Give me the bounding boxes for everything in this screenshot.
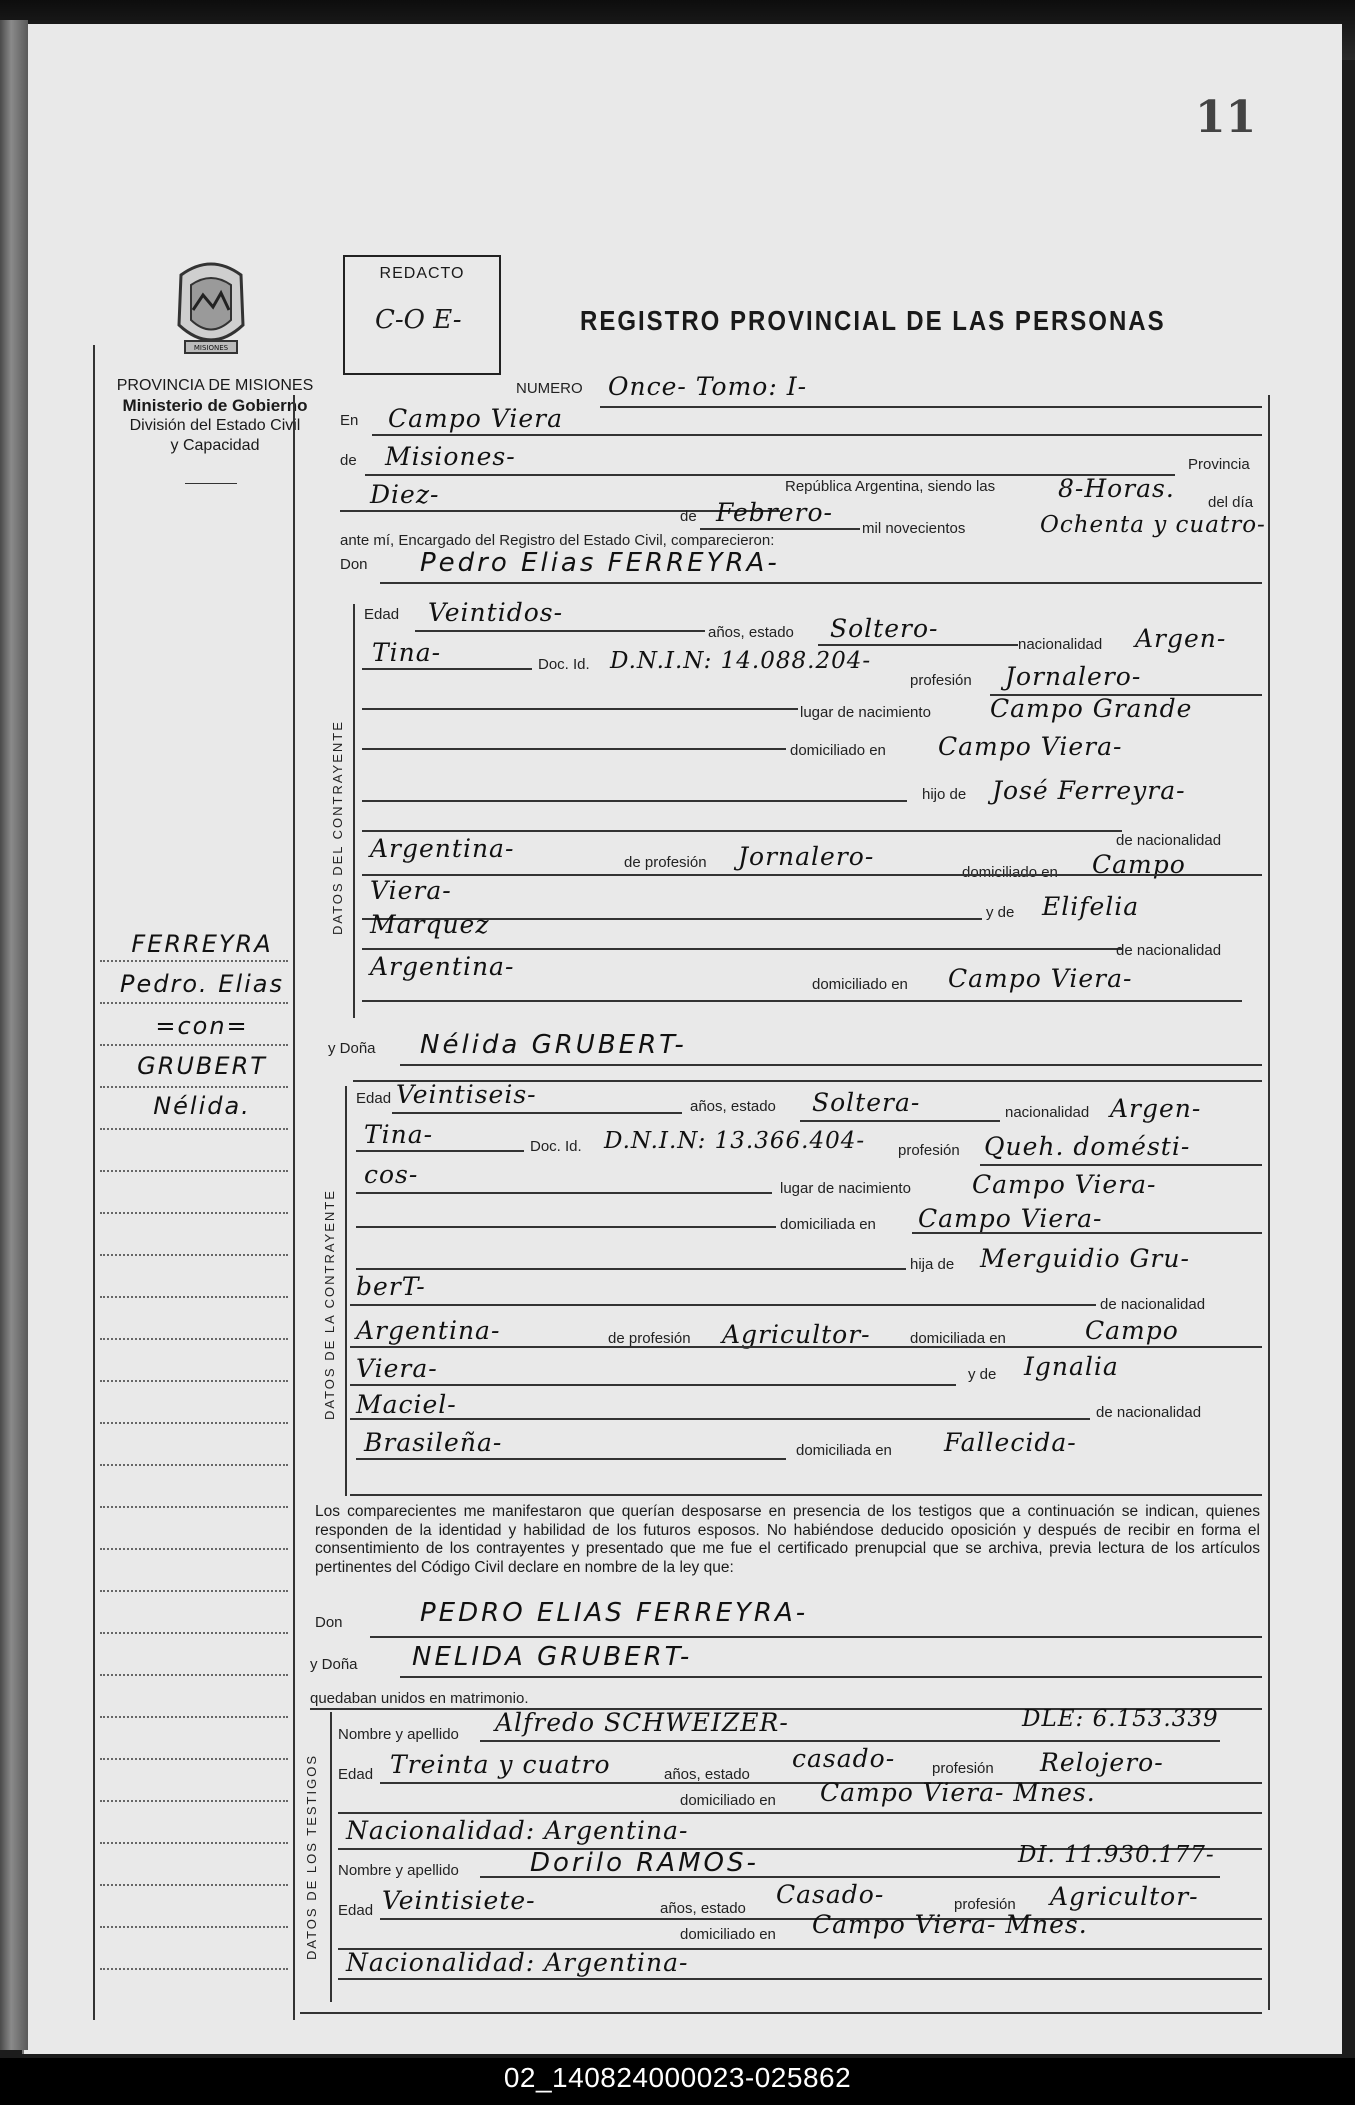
y-dona-label: y Doña xyxy=(310,1656,358,1673)
anios-label: años, estado xyxy=(664,1766,750,1783)
act-day: Diez- xyxy=(370,480,440,509)
margin-note-rule xyxy=(100,1212,288,1214)
domiciliado-label: domiciliado en xyxy=(812,976,908,993)
de-label: de xyxy=(340,452,357,469)
del-dia-label: del día xyxy=(1208,494,1254,511)
field-line xyxy=(340,510,780,512)
bride-profession: Queh. domésti- xyxy=(984,1132,1191,1161)
declared-bride: NELIDA GRUBERT- xyxy=(412,1642,693,1672)
field-line xyxy=(818,644,1018,646)
margin-note-rule xyxy=(100,1464,288,1466)
doc-label: Doc. Id. xyxy=(538,656,590,673)
de-nacionalidad-label: de nacionalidad xyxy=(1116,832,1222,849)
de-nacionalidad-label: de nacionalidad xyxy=(1096,1404,1202,1421)
bride-mother-surname: Maciel- xyxy=(356,1390,457,1419)
groom-status: Soltero- xyxy=(830,614,939,643)
issuing-office xyxy=(100,376,330,456)
margin-note-rule xyxy=(100,1884,288,1886)
field-line xyxy=(370,1636,1262,1638)
margin-note-rule xyxy=(100,1632,288,1634)
margin-note-rule xyxy=(100,1254,288,1256)
bride-status: Soltera- xyxy=(812,1088,921,1117)
profesion-label: profesión xyxy=(898,1142,960,1159)
bride-nationality: Argen- xyxy=(1110,1094,1202,1123)
margin-note-rule xyxy=(100,1128,288,1130)
anios-label: años, estado xyxy=(660,1900,746,1917)
page-number: 11 xyxy=(1195,92,1257,143)
groom-father-address: Campo xyxy=(1092,850,1186,879)
margin-note-line: FERREYRA xyxy=(131,930,273,958)
bride-mother: Ignalia xyxy=(1024,1352,1119,1381)
ante-label: ante mí, Encargado del Registro del Estado Civil, comparecieron: xyxy=(340,532,775,549)
office-ministry: Ministerio de Gobierno xyxy=(122,396,308,415)
field-line xyxy=(350,1494,1262,1496)
en-label: En xyxy=(340,412,359,429)
field-line xyxy=(362,1000,1242,1002)
witness1-address: Campo Viera- Mnes. xyxy=(820,1778,1096,1807)
nacionalidad-label: nacionalidad xyxy=(1018,636,1103,653)
margin-note-rule xyxy=(100,1548,288,1550)
domiciliada-label: domiciliada en xyxy=(796,1442,892,1459)
groom-name: Pedro Elias FERREYRA- xyxy=(420,548,780,578)
margin-note-rule xyxy=(100,1002,288,1004)
witness2-doc: DI. 11.930.177- xyxy=(1018,1842,1215,1868)
witness1-doc: DLE: 6.153.339 xyxy=(1022,1706,1219,1732)
field-line xyxy=(400,1676,1262,1678)
field-line xyxy=(356,1150,524,1152)
field-line xyxy=(362,948,1122,950)
margin-note-rule xyxy=(100,1170,288,1172)
domiciliada-label: domiciliada en xyxy=(780,1216,876,1233)
field-line xyxy=(350,1304,1096,1306)
margin-note-line: Pedro. Elias xyxy=(120,970,284,998)
margin-note-rule xyxy=(100,1422,288,1424)
margin-divider xyxy=(293,395,295,2020)
section-bracket xyxy=(345,1086,347,1496)
field-line xyxy=(350,1384,956,1386)
witness2-age: Veintisiete- xyxy=(382,1886,536,1915)
margin-note-rule xyxy=(100,1800,288,1802)
field-line xyxy=(350,1346,1262,1348)
field-line xyxy=(600,406,1262,408)
margin-note-rule xyxy=(100,1044,288,1046)
domiciliado-label: domiciliado en xyxy=(962,864,1058,881)
field-line xyxy=(392,1112,682,1114)
anios-label: años, estado xyxy=(708,624,794,641)
field-line xyxy=(415,630,705,632)
emblem-text: MISIONES xyxy=(193,344,229,352)
margin-note-rule xyxy=(100,1842,288,1844)
provincia-label: Provincia xyxy=(1188,456,1250,473)
margin-note-rule xyxy=(100,1926,288,1928)
groom-nationality-cont: Tina- xyxy=(372,638,442,667)
groom-doc: D.N.I.N: 14.088.204- xyxy=(610,648,872,674)
bride-mother-nationality: Brasileña- xyxy=(364,1428,503,1457)
witnesses-section-label: DATOS DE LOS TESTIGOS xyxy=(304,1754,319,1960)
scan-filename: 02_140824000023-025862 xyxy=(503,2062,852,2093)
field-line xyxy=(356,1268,906,1270)
provincial-emblem-icon xyxy=(163,255,259,360)
declared-groom: PEDRO ELIAS FERREYRA- xyxy=(420,1598,809,1628)
margin-note-rule xyxy=(100,1338,288,1340)
groom-nationality: Argen- xyxy=(1135,624,1227,653)
witness1-status: casado- xyxy=(792,1744,896,1773)
field-line xyxy=(362,708,798,710)
field-line xyxy=(338,1812,1262,1814)
witness2-name: Dorilo RAMOS- xyxy=(530,1848,759,1878)
field-line xyxy=(362,830,1122,832)
field-line xyxy=(362,668,532,670)
groom-mother: Elifelia xyxy=(1042,892,1140,921)
field-line xyxy=(365,474,1175,476)
field-line xyxy=(372,434,1262,436)
bride-father-address-cont: Viera- xyxy=(356,1354,438,1383)
groom-birthplace: Campo Grande xyxy=(990,694,1193,723)
bride-father: Merguidio Gru- xyxy=(980,1244,1190,1273)
margin-note-rule xyxy=(100,960,288,962)
don-label: Don xyxy=(340,556,368,573)
book-binding xyxy=(0,20,28,2050)
act-year: Ochenta y cuatro- xyxy=(1040,512,1266,538)
y-dona-label: y Doña xyxy=(328,1040,376,1057)
field-line xyxy=(700,528,860,530)
declaration-text: Los comparecientes me manifestaron que querían desposarse en presencia de los testigos que a continuación se indican, quienes responden de la identidad y habilidad de los futuros esposos. No habiéndose deducido oposición y después de recibir en forma el consentimiento de los contrayentes y presentado que me fue el certificado prenupcial que se archiva, previa lectura de los artículos pertinentes del Código Civil declare en nombre de la ley que: xyxy=(315,1503,1260,1576)
bride-father-cont: berT- xyxy=(356,1272,426,1301)
act-month: Febrero- xyxy=(716,498,833,527)
groom-father-address-cont: Viera- xyxy=(370,876,452,905)
numero-label: NUMERO xyxy=(516,380,583,397)
groom-address: Campo Viera- xyxy=(938,732,1123,761)
nacionalidad-label: nacionalidad xyxy=(1005,1104,1090,1121)
groom-father-nationality: Argentina- xyxy=(370,834,515,863)
bride-father-nationality: Argentina- xyxy=(356,1316,501,1345)
office-capacity: y Capacidad xyxy=(170,437,260,454)
groom-mother-address: Campo Viera- xyxy=(948,964,1133,993)
bride-profession-cont: cos- xyxy=(364,1160,419,1189)
field-line xyxy=(912,1232,1262,1234)
groom-profession: Jornalero- xyxy=(1005,662,1142,691)
bride-section-label: DATOS DE LA CONTRAYENTE xyxy=(322,1189,337,1420)
right-margin-line xyxy=(1268,395,1270,2010)
field-line xyxy=(480,1740,1220,1742)
lugar-label: lugar de nacimiento xyxy=(800,704,931,721)
field-line xyxy=(300,2012,1262,2014)
edad-label: Edad xyxy=(338,1902,374,1919)
groom-age: Veintidos- xyxy=(428,598,564,627)
domiciliado-label: domiciliado en xyxy=(790,742,886,759)
bride-name: Nélida GRUBERT- xyxy=(420,1030,687,1060)
margin-note-rule xyxy=(100,1380,288,1382)
office-divider xyxy=(185,483,237,484)
hijo-label: hijo de xyxy=(922,786,967,803)
de-nacionalidad-label: de nacionalidad xyxy=(1116,942,1222,959)
margin-note-rule xyxy=(100,1590,288,1592)
edad-label: Edad xyxy=(338,1766,374,1783)
margin-note-line: GRUBERT xyxy=(137,1052,267,1080)
hija-label: hija de xyxy=(910,1256,955,1273)
field-line xyxy=(800,1120,1000,1122)
stamp-title: REDACTO xyxy=(379,265,465,282)
witness1-profession: Relojero- xyxy=(1040,1748,1164,1777)
de-label: de xyxy=(680,508,697,525)
witness2-nationality: Nacionalidad: Argentina- xyxy=(346,1948,689,1977)
lugar-label: lugar de nacimiento xyxy=(780,1180,911,1197)
margin-note-rule xyxy=(100,1758,288,1760)
y-de-label: y de xyxy=(986,904,1015,921)
witness2-status: Casado- xyxy=(776,1880,885,1909)
witness1-nationality: Nacionalidad: Argentina- xyxy=(346,1816,689,1845)
nombre-label: Nombre y apellido xyxy=(338,1862,459,1879)
margin-note-line: =con= xyxy=(155,1012,249,1040)
bride-mother-address: Fallecida- xyxy=(944,1428,1077,1457)
margin-note-rule xyxy=(100,1296,288,1298)
groom-father-profession: Jornalero- xyxy=(738,842,875,871)
de-nacionalidad-label: de nacionalidad xyxy=(1100,1296,1206,1313)
witness2-profession: Agricultor- xyxy=(1050,1882,1199,1911)
margin-note-rule xyxy=(100,1086,288,1088)
quedaban-label: quedaban unidos en matrimonio. xyxy=(310,1690,529,1707)
republica-label: República Argentina, siendo las xyxy=(785,478,996,495)
act-number: Once- Tomo: I- xyxy=(608,372,808,401)
field-line xyxy=(362,800,907,802)
left-margin-line xyxy=(93,345,95,2020)
witness1-age: Treinta y cuatro xyxy=(390,1750,611,1779)
field-line xyxy=(356,1458,786,1460)
register-title: REGISTRO PROVINCIAL DE LAS PERSONAS xyxy=(580,305,1166,337)
act-province: Misiones- xyxy=(385,442,516,471)
field-line xyxy=(480,1876,1220,1878)
section-bracket xyxy=(353,604,355,1018)
domiciliado-label: domiciliado en xyxy=(680,1792,776,1809)
margin-note-rule xyxy=(100,1506,288,1508)
field-line xyxy=(380,582,1262,584)
bride-age: Veintiseis- xyxy=(396,1080,537,1109)
stamp-initials: C-O E- xyxy=(375,305,462,335)
office-division: División del Estado Civil xyxy=(129,417,301,434)
field-line xyxy=(356,1192,772,1194)
margin-note-rule xyxy=(100,1716,288,1718)
field-line xyxy=(350,1418,1090,1420)
profesion-label: profesión xyxy=(954,1896,1016,1913)
witness2-address: Campo Viera- Mnes. xyxy=(812,1910,1088,1939)
bride-father-profession: Agricultor- xyxy=(722,1320,871,1349)
field-line xyxy=(362,874,1262,876)
margin-note-rule xyxy=(100,1674,288,1676)
margin-note-rule xyxy=(100,1968,288,1970)
de-profesion-label: de profesión xyxy=(608,1330,691,1347)
edad-label: Edad xyxy=(356,1090,392,1107)
bride-birthplace: Campo Viera- xyxy=(972,1170,1157,1199)
section-bracket xyxy=(330,1712,332,2002)
don-label: Don xyxy=(315,1614,343,1631)
nombre-label: Nombre y apellido xyxy=(338,1726,459,1743)
groom-father: José Ferreyra- xyxy=(992,776,1186,805)
anios-label: años, estado xyxy=(690,1098,776,1115)
mil-label: mil novecientos xyxy=(862,520,966,537)
office-province: PROVINCIA DE MISIONES xyxy=(116,377,314,394)
redacto-stamp xyxy=(343,255,501,375)
edad-label: Edad xyxy=(364,606,400,623)
witness1-name: Alfredo SCHWEIZER- xyxy=(495,1708,789,1737)
y-de-label: y de xyxy=(968,1366,997,1383)
de-profesion-label: de profesión xyxy=(624,854,707,871)
bride-nationality-cont: Tina- xyxy=(364,1120,434,1149)
profesion-label: profesión xyxy=(910,672,972,689)
field-line xyxy=(362,748,786,750)
field-line xyxy=(980,1164,1262,1166)
groom-mother-surname: Marquez xyxy=(370,910,490,939)
groom-mother-nationality: Argentina- xyxy=(370,952,515,981)
margin-note-line: Nélida. xyxy=(153,1092,251,1120)
field-line xyxy=(400,1064,1262,1066)
field-line xyxy=(356,1226,776,1228)
groom-section-label: DATOS DEL CONTRAYENTE xyxy=(330,720,345,935)
doc-label: Doc. Id. xyxy=(530,1138,582,1155)
bride-father-address: Campo xyxy=(1085,1316,1179,1345)
bride-address: Campo Viera- xyxy=(918,1204,1103,1233)
domiciliado-label: domiciliado en xyxy=(680,1926,776,1943)
act-place: Campo Viera xyxy=(388,404,564,433)
profesion-label: profesión xyxy=(932,1760,994,1777)
field-line xyxy=(338,1978,1262,1980)
bride-doc: D.N.I.N: 13.366.404- xyxy=(604,1128,866,1154)
domiciliada-label: domiciliada en xyxy=(910,1330,1006,1347)
act-hours: 8-Horas. xyxy=(1058,474,1175,503)
